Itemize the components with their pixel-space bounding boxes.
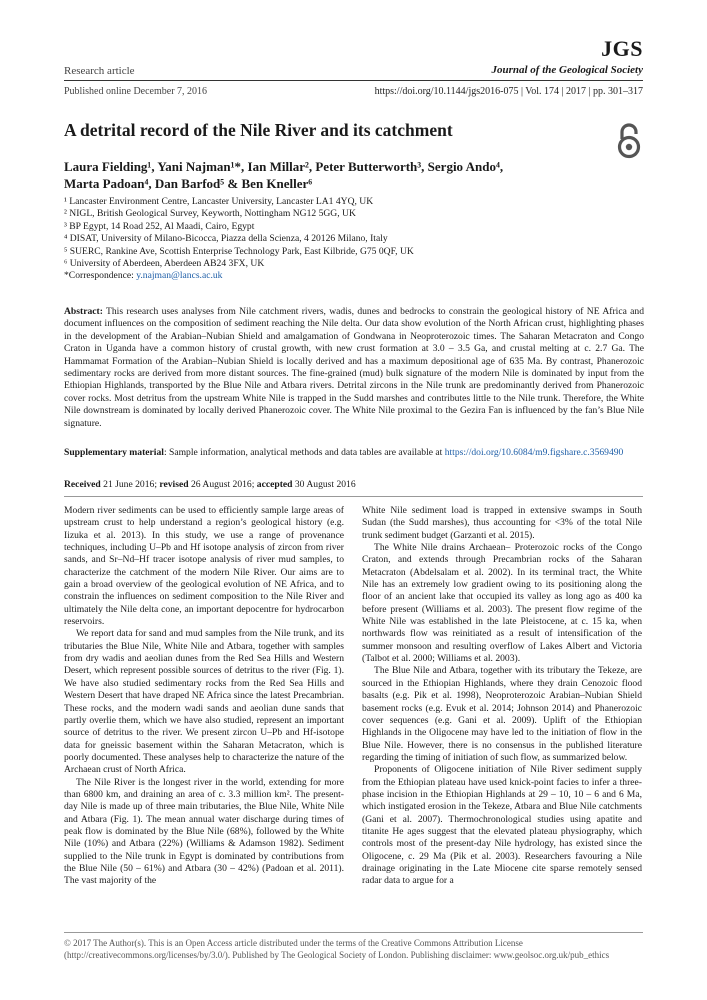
paragraph: The Blue Nile and Atbara, together with its tributary the Tekeze, are sourced in the Ethiopian Highlands, where they drain Cenozoic flood basalts (e.g. Pik et al. 1998), Neoproterozoic Arabian–Nubian Shield basement rocks (e.g. Evuk et al. 2014; Johnson 2014) and Phanerozoic cover sequences (e.g. Gani et al. 2009). Uplift of the Ethiopian Highlands in the Oligocene may have led to the initiation of flow in the Blue Nile. However, there is no consensus in the published literature regarding the timing of initiation of such flow, as summarized below.: [362, 665, 642, 763]
paragraph: The Nile River is the longest river in the world, extending for more than 6800 km, and draining an area of c. 3.3 million km². The present-day Nile is made up of three main tributaries, the Blue Nile, White Nile and Atbara (Fig. 1). The mean annual water discharge during times of peak flow is dominated by the Blue Nile (68%), followed by the White Nile (10%) and Atbara (22%) (Williams & Adamson 1982). Sediment supplied to the Nile trunk in Egypt is dominated by contributions from the Blue Nile (50 – 61%) and Atbara (30 – 42%) (Padoan et al. 2011). The vast majority of the: [64, 776, 344, 887]
affiliation-6: ⁶ University of Aberdeen, Aberdeen AB24 3FX, UK: [64, 258, 265, 270]
journal-logo: JGS: [601, 36, 643, 61]
supplementary-link[interactable]: https://doi.org/10.6084/m9.figshare.c.3569490: [444, 447, 624, 458]
abstract-text: This research uses analyses from Nile catchment rivers, wadis, dunes and bedrocks to constrain the geological history of NE Africa and document influences on the composition of sediment reaching the Nile delta. Our data show evolution of the North African crust, highlighting phases in the development of the Arabian–Nubian Shield and amalgamation of Gondwana in Neoproterozoic times. The Saharan Metacraton and Congo Craton in Uganda have a common history of crustal growth, with new crust formation at 3.0 – 3.5 Ga, and crustal melting at c. 2.7 Ga. The Hammamat Formation of the Arabian–Nubian Shield is locally derived and has a maximum depositional age of 635 Ma. By contrast, Phanerozoic sedimentary rocks are derived from more distant sources. The fine-grained (mud) bulk signature of the modern Nile is dominated by input from the Ethiopian Highlands, transported by the Blue Nile and Atbara rivers. Detrital zircons in the Nile trunk are predominantly derived from Phanerozoic cover rocks. Most detritus from the upstream White Nile is trapped in the Sudd marshes and contributes little to the Nile trunk. Therefore, the White Nile downstream is dominated by locally derived Phanerozoic cover. The White Nile proximal to the Gezira Fan is influenced by the fan’s Blue Nile signature.: [64, 306, 644, 429]
paragraph: White Nile sediment load is trapped in extensive swamps in South Sudan (the Sudd marshes), thus accounting for <3% of the total Nile trunk sediment budget (Garzanti et al. 2015).: [362, 505, 642, 541]
abstract-label: Abstract:: [64, 306, 103, 317]
affiliation-2: ² NIGL, British Geological Survey, Keyworth, Nottingham NG12 5GG, UK: [64, 208, 356, 220]
authors-line-1: Laura Fielding¹, Yani Najman¹*, Ian Millar², Peter Butterworth³, Sergio Ando⁴,: [64, 159, 504, 174]
accepted-label: accepted: [256, 479, 293, 490]
author-list: [64, 158, 584, 192]
received-dates: [64, 479, 356, 490]
correspondence-email[interactable]: y.najman@lancs.ac.uk: [136, 270, 223, 282]
paragraph: Proponents of Oligocene initiation of Nile River sediment supply from the Ethiopian plateau have used knick-point facies to infer a three-phase incision in the Ethiopian Highlands at 29 – 10, 10 – 6 and 6 Ma, which instigated erosion in the Tekeze, Atbara and Blue Nile catchments (Gani et al. 2007). Thermochronological studies using apatite and titanite He ages suggest that the elevated plateau physiography, which controls most of the present-day Nile hydrology, has existed since the Oligocene, c. 29 Ma (Pik et al. 2003). Researchers favouring a Nile drainage originating in the Late Miocene cite sparse remotely sensed radar data to argue for a: [362, 764, 642, 887]
affiliation-5: ⁵ SUERC, Rankine Ave, Scottish Enterprise Technology Park, East Kilbride, G75 0QF, UK: [64, 245, 414, 257]
affiliations: [64, 196, 624, 283]
footer-divider: [64, 932, 643, 933]
journal-name: Journal of the Geological Society: [491, 64, 643, 76]
received-date: 21 June 2016;: [100, 479, 160, 490]
supplementary-text: : Sample information, analytical methods and data tables are available at: [163, 447, 445, 458]
article-title: A detrital record of the Nile River and its catchment: [64, 120, 453, 140]
revised-label: revised: [159, 479, 189, 490]
open-access-icon: [616, 123, 642, 159]
citation-link[interactable]: https://doi.org/10.1144/jgs2016-075 | Vol. 174 | 2017 | pp. 301–317: [374, 86, 643, 97]
accepted-date: 30 August 2016: [292, 479, 356, 490]
correspondence: [64, 270, 624, 282]
correspondence-label: *Correspondence:: [64, 270, 137, 282]
paragraph: Modern river sediments can be used to efficiently sample large areas of upstream crust to help understand a region’s geological history (e.g. Iizuka et al. 2013). In this study, we use a range of provenance techniques, including U–Pb and Hf isotope analysis of zircon from river sands, and Sr–Nd–Hf tracer isotope analysis of river mud samples, to characterize the catchment of the modern Nile River. Our aims are to gain a broad overview of the geological evolution of NE Africa, and to constrain the influences on sediment composition to the Nile River and ultimately the Nile delta cone, an important depocentre for hydrocarbon reservoirs.: [64, 505, 344, 628]
header-divider: [64, 80, 643, 81]
received-label: Received: [64, 479, 101, 490]
supplementary-material: [64, 447, 644, 459]
revised-date: 26 August 2016;: [188, 479, 257, 490]
authors-line-2: Marta Padoan⁴, Dan Barfod⁵ & Ben Kneller⁶: [64, 176, 313, 191]
body-column-right: [362, 505, 642, 888]
abstract: [64, 306, 644, 430]
abstract-divider: [64, 496, 643, 497]
body-column-left: [64, 505, 344, 888]
affiliation-1: ¹ Lancaster Environment Centre, Lancaster University, Lancaster LA1 4YQ, UK: [64, 196, 374, 207]
paragraph: The White Nile drains Archaean– Proterozoic rocks of the Congo Craton, and extends through Precambrian rocks of the Saharan Metacraton (Abdelsalam et al. 2002). In its terminal tract, the White Nile has an extremely low gradient owing to its positioning along the floor of an ancient lake that occupied its valley as long ago as 400 ka before present (Williams et al. 2003). The present flow regime of the White Nile was established in the late Pleistocene, at c. 15 ka, when northwards flow was reinitiated as a result of intensification of the summer monsoon and resulting overflow of Lakes Albert and Victoria (Talbot et al. 2000; Williams et al. 2003).: [362, 542, 642, 665]
supplementary-label: Supplementary material: [64, 447, 164, 458]
license-footer: © 2017 The Author(s). This is an Open Access article distributed under the terms of the Creative Commons Attribution License (http://creativecommons.org/licenses/by/3.0/). Published by The Geological Society of London. Publishing disclaimer: www.geolsoc.org.uk/pub_ethics: [64, 938, 610, 960]
published-date: Published online December 7, 2016: [64, 86, 208, 97]
affiliation-4: ⁴ DISAT, University of Milano-Bicocca, Piazza della Scienza, 4 20126 Milano, Italy: [64, 233, 388, 245]
affiliation-3: ³ BP Egypt, 14 Road 252, Al Maadi, Cairo, Egypt: [64, 220, 255, 232]
article-type: Research article: [64, 65, 135, 77]
paragraph: We report data for sand and mud samples from the Nile trunk, and its tributaries the Blue Nile, White Nile and Atbara, together with samples from dry wadis and aeolian dunes from the Red Sea Hills and Western Desert, which represent possible sources of detritus to the river (Fig. 1). We have also studied sedimentary rocks from the Red Sea Hills and Western Desert that have draped NE Africa since the latest Precambrian. These rocks, and the modern wadi sands and aeolian dune sands that partly overlie them, which we have also studied, represent an important source of detritus to the river. We present zircon U–Pb and Hf-isotope data for gneissic basement within the Saharan Metacraton, which is poorly documented. These analyses help to characterize the nature of the Archaean crust of North Africa.: [64, 628, 344, 776]
